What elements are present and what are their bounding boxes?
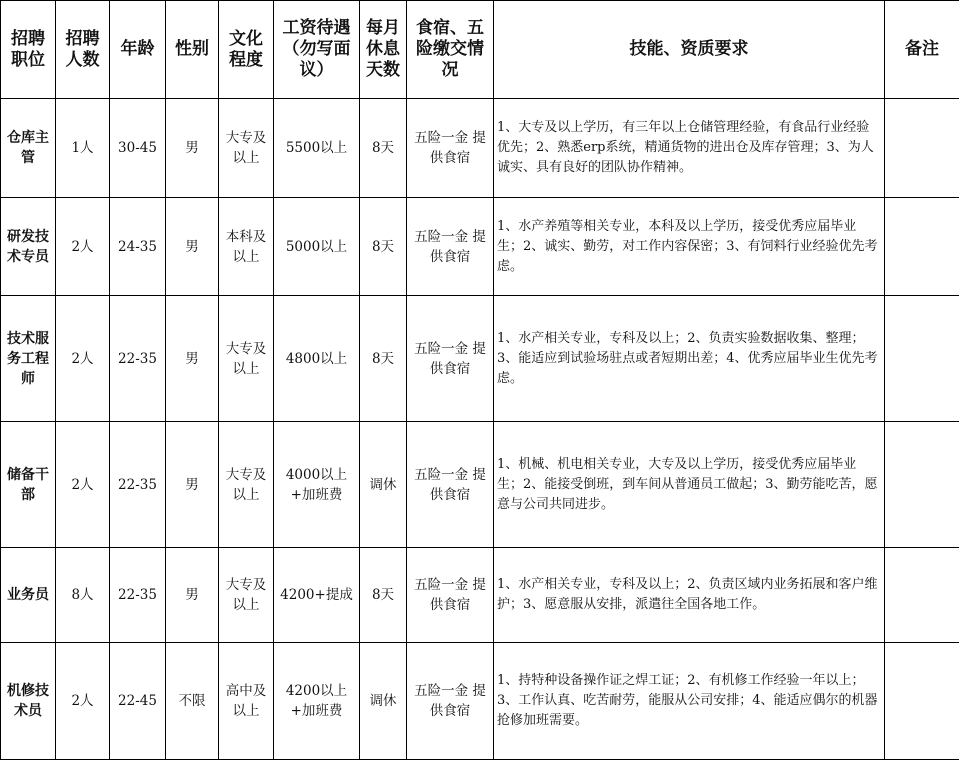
table-row [1,296,959,422]
cell-welfare: 五险一金 提供食宿 [407,643,494,760]
cell-skills: 1、水产养殖等相关专业，本科及以上学历，接受优秀应届毕业生；2、诚实、勤劳，对工作内容保密；3、有饲料行业经验优先考虑。 [494,198,885,296]
header-row [1,1,959,99]
cell-skills: 1、大专及以上学历，有三年以上仓储管理经验，有食品行业经验优先；2、熟悉erp系统，精通货物的进出仓及库存管理；3、为人诚实、具有良好的团队协作精神。 [494,99,885,198]
cell-salary: 5000以上 [274,198,360,296]
cell-gender: 男 [166,548,219,643]
header-note: 备注 [885,1,959,99]
cell-count: 2人 [56,296,110,422]
table-row [1,643,959,760]
cell-note [885,99,959,198]
cell-position: 技术服务工程师 [1,296,56,422]
table-row [1,548,959,643]
cell-education: 大专及以上 [219,548,274,643]
cell-rest-days: 8天 [360,198,407,296]
cell-welfare: 五险一金 提供食宿 [407,198,494,296]
cell-rest-days: 8天 [360,296,407,422]
cell-rest-days: 8天 [360,99,407,198]
header-age: 年龄 [110,1,166,99]
cell-rest-days: 调休 [360,422,407,548]
cell-education: 高中及以上 [219,643,274,760]
table-row [1,99,959,198]
cell-age: 22-35 [110,296,166,422]
cell-position: 机修技术员 [1,643,56,760]
cell-note [885,643,959,760]
cell-skills: 1、水产相关专业，专科及以上；2、负责区域内业务拓展和客户维护；3、愿意服从安排，派遣往全国各地工作。 [494,548,885,643]
cell-count: 2人 [56,422,110,548]
cell-age: 22-45 [110,643,166,760]
cell-gender: 不限 [166,643,219,760]
table-row [1,422,959,548]
cell-age: 22-35 [110,422,166,548]
cell-position: 研发技术专员 [1,198,56,296]
cell-salary: 5500以上 [274,99,360,198]
cell-welfare: 五险一金 提供食宿 [407,296,494,422]
header-welfare: 食宿、五险缴交情况 [407,1,494,99]
cell-skills: 1、机械、机电相关专业，大专及以上学历，接受优秀应届毕业生；2、能接受倒班，到车间从普通员工做起；3、勤劳能吃苦，愿意与公司共同进步。 [494,422,885,548]
cell-salary: 4800以上 [274,296,360,422]
cell-gender: 男 [166,422,219,548]
cell-age: 22-35 [110,548,166,643]
header-gender: 性别 [166,1,219,99]
cell-rest-days: 8天 [360,548,407,643]
cell-count: 1人 [56,99,110,198]
cell-gender: 男 [166,99,219,198]
cell-gender: 男 [166,198,219,296]
cell-rest-days: 调休 [360,643,407,760]
cell-note [885,296,959,422]
cell-position: 业务员 [1,548,56,643]
cell-position: 储备干部 [1,422,56,548]
cell-skills: 1、持特种设备操作证之焊工证；2、有机修工作经验一年以上；3、工作认真、吃苦耐劳，能服从公司安排；4、能适应偶尔的机器抢修加班需要。 [494,643,885,760]
header-skills: 技能、资质要求 [494,1,885,99]
cell-salary: 4000以上+加班费 [274,422,360,548]
cell-count: 8人 [56,548,110,643]
cell-welfare: 五险一金 提供食宿 [407,548,494,643]
cell-skills: 1、水产相关专业，专科及以上；2、负责实验数据收集、整理；3、能适应到试验场驻点或者短期出差；4、优秀应届毕业生优先考虑。 [494,296,885,422]
cell-age: 30-45 [110,99,166,198]
cell-note [885,548,959,643]
header-count: 招聘人数 [56,1,110,99]
cell-education: 大专及以上 [219,99,274,198]
cell-gender: 男 [166,296,219,422]
cell-salary: 4200+提成 [274,548,360,643]
header-salary: 工资待遇（勿写面议） [274,1,360,99]
cell-salary: 4200以上+加班费 [274,643,360,760]
cell-education: 大专及以上 [219,296,274,422]
cell-note [885,198,959,296]
cell-welfare: 五险一金 提供食宿 [407,422,494,548]
header-position: 招聘职位 [1,1,56,99]
cell-education: 大专及以上 [219,422,274,548]
header-rest-days: 每月休息天数 [360,1,407,99]
cell-note [885,422,959,548]
cell-count: 2人 [56,643,110,760]
cell-age: 24-35 [110,198,166,296]
cell-count: 2人 [56,198,110,296]
cell-welfare: 五险一金 提供食宿 [407,99,494,198]
table-row [1,198,959,296]
cell-education: 本科及以上 [219,198,274,296]
cell-position: 仓库主管 [1,99,56,198]
header-education: 文化程度 [219,1,274,99]
